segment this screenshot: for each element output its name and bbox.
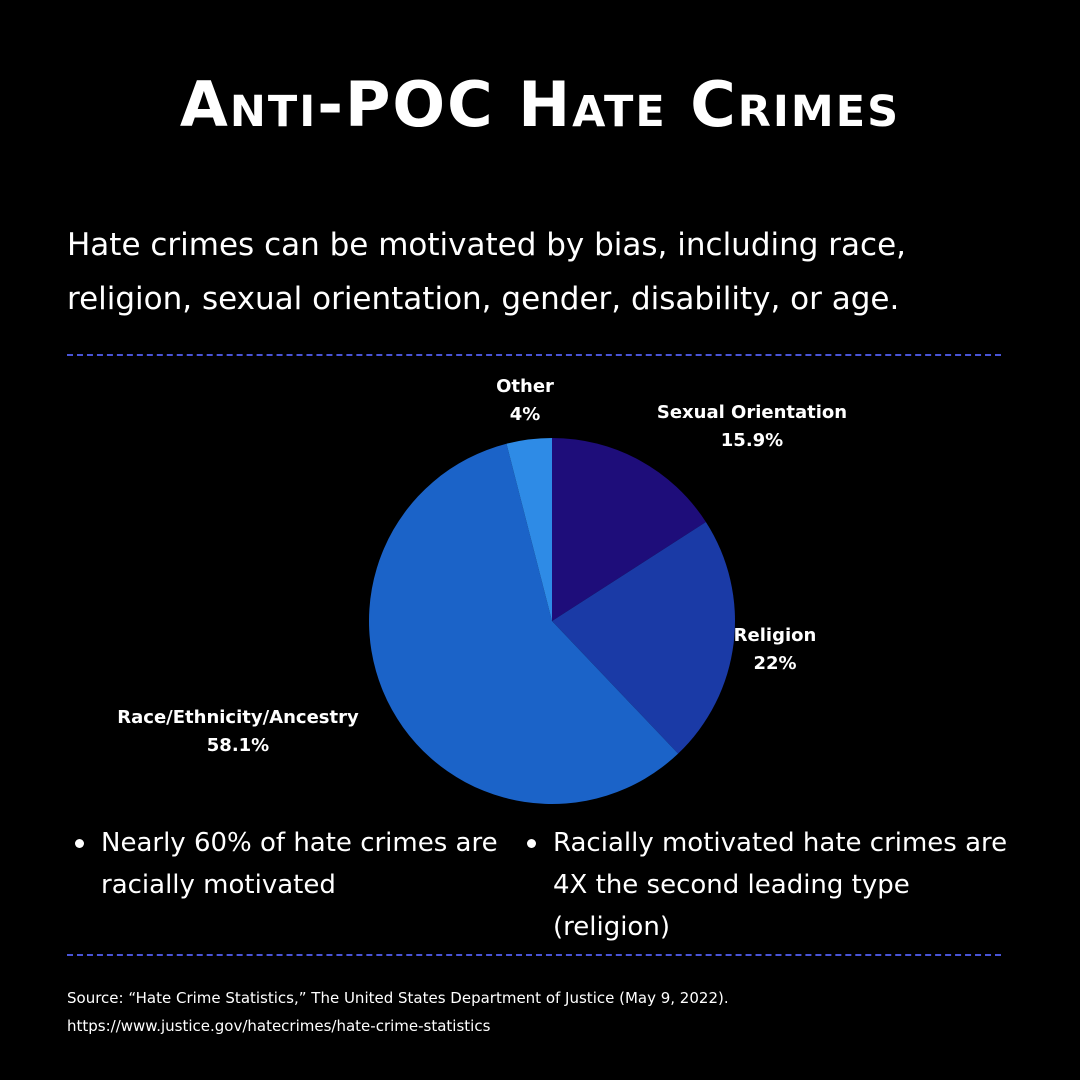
page-title: Anti-POC Hate Crimes — [179, 68, 901, 141]
slice-label: Sexual Orientation — [656, 402, 848, 423]
source-citation — [67, 984, 1017, 1040]
source-text: Source: “Hate Crime Statistics,” The United States Department of Justice (May 9, 2022). — [67, 989, 729, 1007]
page-subtitle: Hate crimes can be motivated by bias, including race, religion, sexual orientation, gender, disability, or age. — [67, 227, 907, 317]
bullet-icon — [75, 839, 84, 848]
bullet-icon — [527, 839, 536, 848]
takeaway-text: Racially motivated hate crimes are 4X the second leading type (religion) — [553, 828, 1008, 942]
slice-value-label: 22% — [753, 653, 797, 674]
bottom-divider — [67, 954, 1001, 956]
takeaway-item — [553, 822, 1023, 948]
slice-value-label: 58.1% — [206, 735, 270, 756]
top-divider — [67, 354, 1001, 356]
pie-chart — [0, 360, 1080, 820]
slice-label: Race/Ethnicity/Ancestry — [117, 707, 359, 728]
slice-label: Religion — [733, 625, 817, 646]
slice-value-label: 4% — [509, 404, 541, 425]
source-url: https://www.justice.gov/hatecrimes/hate-crime-statistics — [67, 1017, 491, 1035]
takeaway-text: Nearly 60% of hate crimes are racially motivated — [101, 828, 498, 900]
slice-value-label: 15.9% — [720, 430, 784, 451]
pie-slices — [369, 438, 735, 804]
takeaway-item — [101, 822, 501, 906]
slice-label: Other — [496, 376, 554, 397]
key-takeaways — [0, 822, 1080, 942]
